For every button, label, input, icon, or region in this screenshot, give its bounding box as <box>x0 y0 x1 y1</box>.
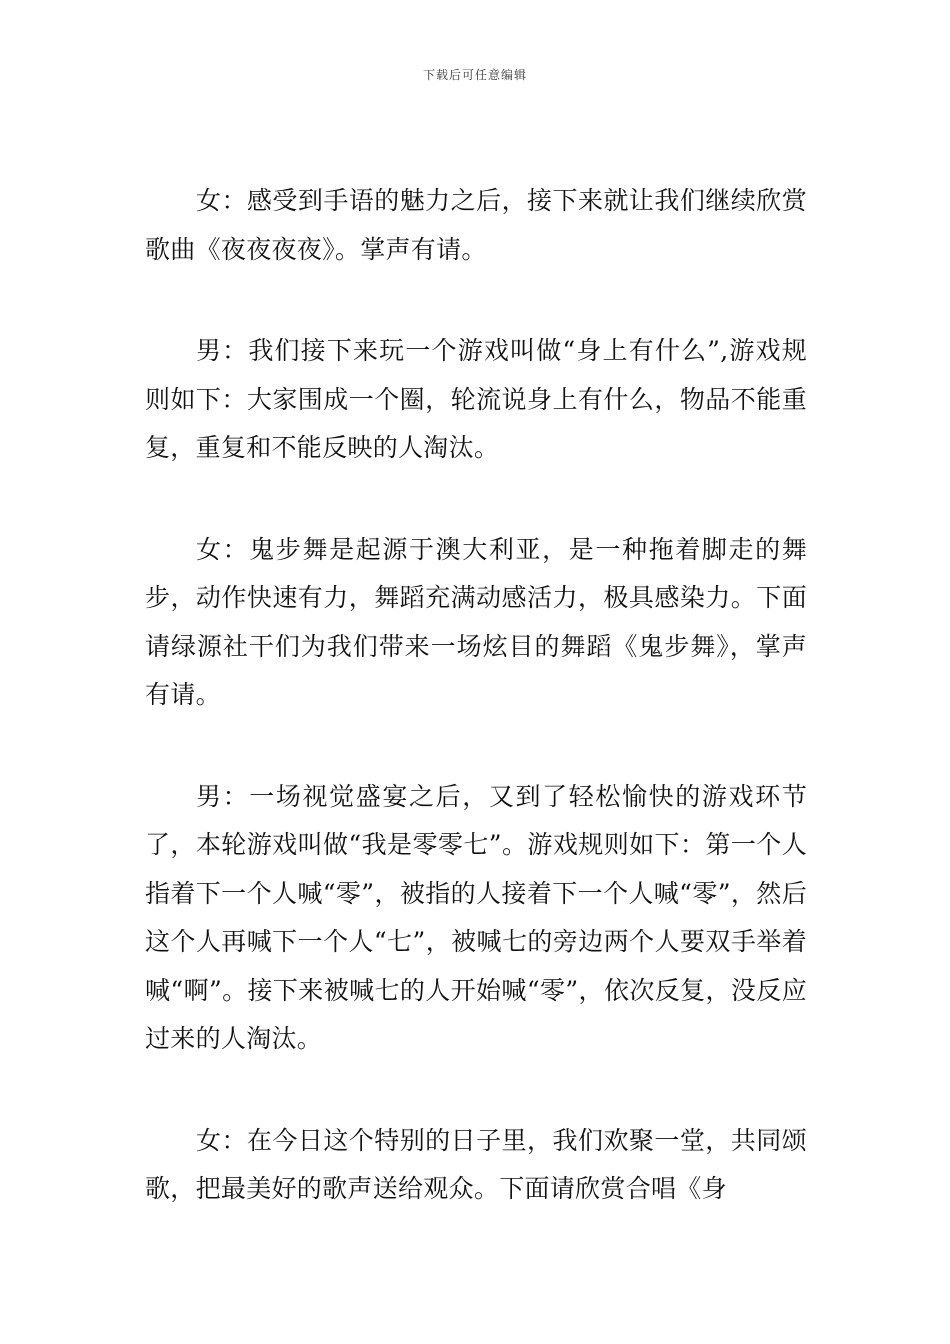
document-body <box>145 177 807 1267</box>
paragraph-3: 女：鬼步舞是起源于澳大利亚，是一种拖着脚走的舞步，动作快速有力，舞蹈充满动感活力，极具感染力。下面请绿源社干们为我们带来一场炫目的舞蹈《鬼步舞》，掌声有请。 <box>145 534 807 709</box>
paragraph-4: 男：一场视觉盛宴之后，又到了轻松愉快的游戏环节了，本轮游戏叫做“我是零零七”。游戏规则如下：第一个人指着下一个人喊“零”，被指的人接着下一个人喊“零”，然后这个人再喊下一个人“七”，被喊七的旁边两个人要双手举着喊“啊”。接下来被喊七的人开始喊“零”，依次反复，没反应过来的人淘汰。 <box>145 781 807 1053</box>
paragraph-5: 女：在今日这个特别的日子里，我们欢聚一堂，共同颂歌，把最美好的歌声送给观众。下面请欣赏合唱《身 <box>145 1125 807 1203</box>
page-header: 下载后可任意编辑 <box>422 68 527 82</box>
paragraph-2: 男：我们接下来玩一个游戏叫做“身上有什么”,游戏规则如下：大家围成一个圈，轮流说身上有什么，物品不能重复，重复和不能反映的人淘汰。 <box>145 336 807 462</box>
paragraph-1: 女：感受到手语的魅力之后，接下来就让我们继续欣赏歌曲《夜夜夜夜》。掌声有请。 <box>145 186 807 264</box>
